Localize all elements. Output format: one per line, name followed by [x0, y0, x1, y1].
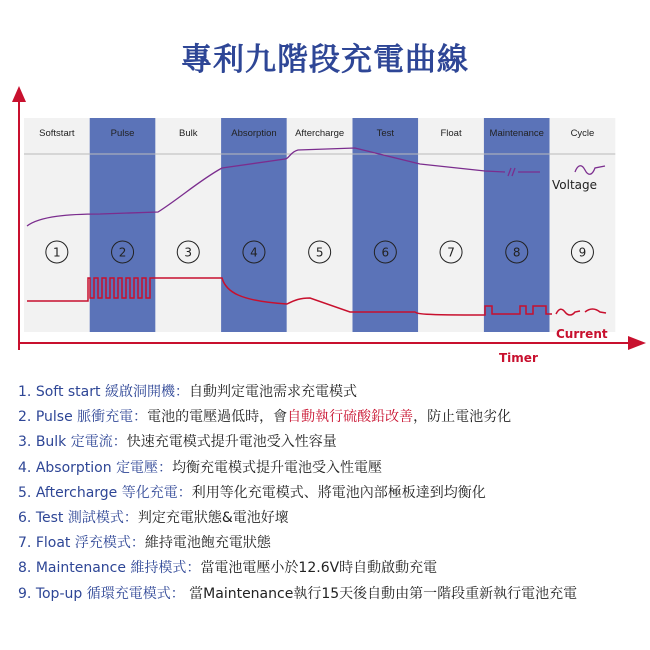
stage-column-maintenance	[484, 118, 550, 332]
description-highlight: 自動執行硫酸鉛改善	[287, 409, 414, 426]
description-number: 4.	[18, 459, 32, 476]
voltage-label: Voltage	[552, 178, 598, 192]
page-title: 專利九階段充電曲線	[181, 42, 469, 78]
description-number: 7.	[18, 535, 32, 552]
description-separator: ：	[130, 535, 145, 552]
stage-description-7	[18, 531, 577, 556]
description-english-name: Float	[35, 535, 71, 552]
description-separator: ：	[112, 434, 127, 451]
stage-description-4	[18, 456, 577, 481]
description-number: 2.	[18, 409, 32, 426]
stage-label-test: Test	[376, 128, 395, 139]
description-text: 利用等化充電模式、將電池內部極板達到均衡化	[191, 484, 486, 501]
stage-description-6	[18, 506, 577, 531]
description-english-name: Aftercharge	[35, 484, 118, 501]
stage-description-3	[18, 430, 577, 455]
description-text: 當Maintenance執行15天後自動由第一階段重新執行電池充電	[189, 585, 578, 602]
stage-column-softstart	[24, 118, 90, 332]
description-chinese-name: 定電壓	[116, 459, 159, 476]
description-english-name: Maintenance	[35, 560, 126, 577]
stage-label-float: Float	[440, 128, 462, 139]
description-text: 均衡充電模式提升電池受入性電壓	[172, 459, 383, 476]
stage-number: 1	[53, 245, 61, 260]
stage-column-pulse	[90, 118, 156, 332]
description-chinese-name: 緩啟洞開機	[104, 384, 175, 400]
stage-description-9	[18, 582, 577, 607]
stage-column-float	[418, 118, 484, 332]
description-separator: ：	[170, 585, 190, 602]
description-text: 當電池電壓小於12.6V時自動啟動充電	[200, 560, 438, 577]
stage-description-1	[18, 380, 577, 405]
stage-description-8	[18, 556, 577, 581]
description-text: 維持電池飽充電狀態	[144, 535, 271, 552]
stage-label-pulse: Pulse	[110, 128, 135, 139]
stage-label-aftercharge: Aftercharge	[295, 128, 345, 139]
description-number: 9.	[18, 585, 32, 602]
stage-description-2	[18, 405, 577, 430]
stage-number: 8	[512, 245, 521, 260]
description-chinese-name: 脈衝充電	[77, 409, 134, 426]
description-english-name: Test	[35, 510, 64, 527]
stage-column-cycle	[550, 118, 616, 332]
description-english-name: Soft start	[35, 384, 101, 400]
description-number: 6.	[18, 510, 32, 527]
description-number: 3.	[18, 434, 32, 451]
description-separator: ：	[158, 459, 173, 476]
y-axis-arrow-icon	[12, 86, 26, 102]
stage-number: 5	[315, 245, 324, 260]
description-chinese-name: 定電流	[70, 434, 113, 451]
stage-label-absorption: Absorption	[231, 128, 277, 139]
description-english-name: Top-up	[35, 585, 83, 602]
description-number: 8.	[18, 560, 32, 577]
description-english-name: Absorption	[35, 459, 112, 476]
description-text: 自動判定電池需求充電模式	[188, 384, 357, 400]
description-separator: ：	[186, 560, 201, 577]
description-chinese-name: 浮充模式	[74, 535, 131, 552]
stage-number: 6	[381, 245, 390, 260]
description-tail: ，防止電池劣化	[413, 409, 512, 426]
stage-number: 9	[578, 245, 587, 260]
charging-curve-diagram	[0, 80, 650, 370]
description-number: 1.	[18, 384, 32, 400]
description-english-name: Pulse	[35, 409, 73, 426]
stage-number: 3	[184, 245, 193, 260]
description-chinese-name: 等化充電	[121, 484, 178, 501]
stage-number: 7	[447, 245, 455, 260]
description-english-name: Bulk	[35, 434, 67, 451]
description-separator: ：	[133, 409, 148, 426]
description-separator: ：	[123, 510, 138, 527]
description-number: 5.	[18, 484, 32, 501]
stage-label-bulk: Bulk	[179, 128, 198, 139]
x-axis-arrow-icon	[628, 336, 646, 350]
description-text: 電池的電壓過低時，會	[147, 409, 288, 426]
stage-number: 2	[118, 245, 127, 260]
description-separator: ：	[177, 484, 192, 501]
stage-label-maintenance: Maintenance	[489, 128, 544, 139]
stage-label-softstart: Softstart	[39, 128, 75, 139]
description-separator: ：	[174, 384, 189, 400]
stage-label-cycle: Cycle	[570, 128, 595, 139]
stage-description-5	[18, 481, 577, 506]
description-chinese-name: 循環充電模式	[86, 585, 171, 602]
timer-label: Timer	[499, 351, 538, 365]
description-text: 快速充電模式提升電池受入性容量	[126, 434, 337, 451]
description-chinese-name: 維持模式	[130, 560, 187, 577]
stage-column-bulk	[155, 118, 221, 332]
stage-number: 4	[250, 245, 258, 260]
description-chinese-name: 測試模式	[67, 510, 124, 527]
current-label: Current	[556, 327, 608, 341]
description-text: 判定充電狀態&電池好壞	[137, 510, 289, 527]
stage-description-list	[18, 380, 577, 607]
